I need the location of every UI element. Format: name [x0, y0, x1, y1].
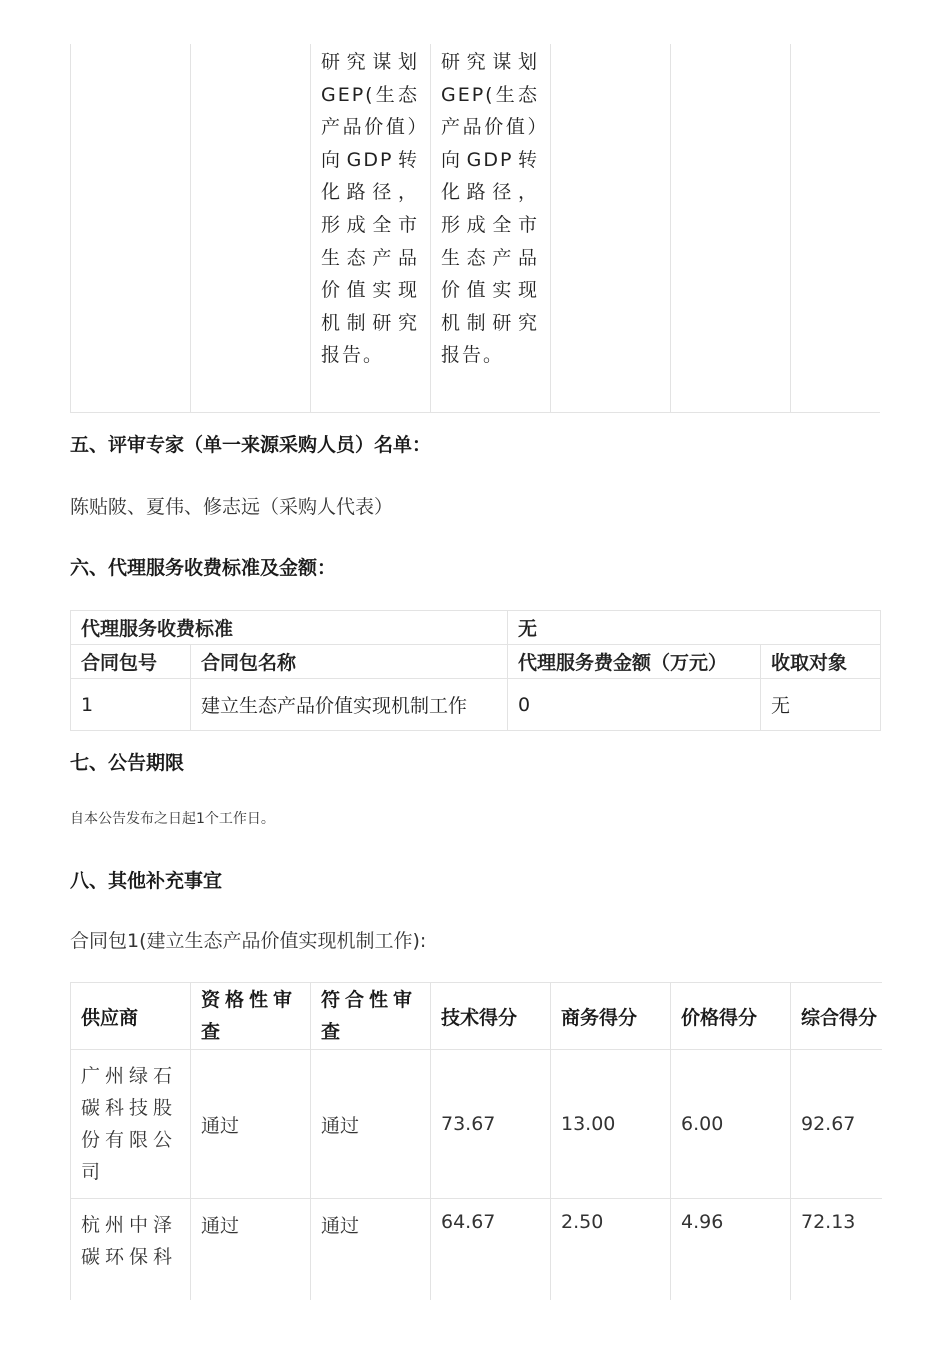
column-header: 合同包号	[71, 645, 191, 679]
table-cell-text: 研究谋划GEP(生态产品价值）向GDP转化路径，形成全市生态产品价值实现机制研究报告。	[321, 51, 419, 367]
table-row	[71, 1050, 883, 1199]
fee-standard-label: 代理服务收费标准	[71, 611, 508, 645]
score-table-container	[70, 982, 882, 1300]
table-cell: 1	[71, 679, 191, 731]
table-cell: 无	[761, 679, 881, 731]
column-header: 供应商	[71, 983, 191, 1050]
table-column-divider	[550, 44, 551, 412]
section-title-notice-period: 七、公告期限	[70, 752, 185, 774]
table-cell: 通过	[311, 1199, 431, 1301]
experts-list: 陈贴陂、夏伟、修志远（采购人代表）	[70, 496, 394, 518]
table-cell: 6.00	[671, 1050, 791, 1199]
table-column-divider	[70, 44, 71, 412]
fee-standard-value: 无	[508, 611, 881, 645]
column-header: 资格性审查	[191, 983, 311, 1050]
table-cell: 73.67	[431, 1050, 551, 1199]
column-header: 代理服务费金额（万元）	[508, 645, 761, 679]
table-cell: 64.67	[431, 1199, 551, 1301]
section-title-agency-fee: 六、代理服务收费标准及金额：	[70, 557, 337, 579]
continued-table	[70, 44, 880, 413]
table-column-divider	[670, 44, 671, 412]
table-row	[71, 1199, 883, 1301]
score-table	[70, 982, 882, 1300]
table-cell: 广州绿石碳科技股份有限公司	[71, 1050, 191, 1199]
column-header: 符合性审查	[311, 983, 431, 1050]
table-column-divider	[430, 44, 431, 412]
table-header-row	[71, 645, 881, 679]
section-title-other-matters: 八、其他补充事宜	[70, 870, 223, 892]
column-header: 合同包名称	[191, 645, 508, 679]
column-header: 收取对象	[761, 645, 881, 679]
agency-fee-table	[70, 610, 881, 731]
column-header: 综合得分	[791, 983, 883, 1050]
table-cell: 杭州中泽碳环保科	[71, 1199, 191, 1301]
table-cell: 72.13	[791, 1199, 883, 1301]
table-column-divider	[790, 44, 791, 412]
table-cell: 通过	[191, 1199, 311, 1301]
table-header-row	[71, 983, 883, 1050]
table-cell: 通过	[191, 1050, 311, 1199]
column-header: 技术得分	[431, 983, 551, 1050]
table-cell: 0	[508, 679, 761, 731]
table-cell: 2.50	[551, 1199, 671, 1301]
table-cell: 92.67	[791, 1050, 883, 1199]
column-header: 商务得分	[551, 983, 671, 1050]
section-title-experts: 五、评审专家（单一来源采购人员）名单：	[70, 434, 432, 456]
table-cell: 13.00	[551, 1050, 671, 1199]
package-title: 合同包1(建立生态产品价值实现机制工作):	[70, 930, 427, 952]
table-cell: 建立生态产品价值实现机制工作	[191, 679, 508, 731]
table-cell: 4.96	[671, 1199, 791, 1301]
column-header: 价格得分	[671, 983, 791, 1050]
table-row	[71, 679, 881, 731]
notice-period-text: 自本公告发布之日起1个工作日。	[70, 811, 275, 827]
table-column-divider	[310, 44, 311, 412]
table-cell-text: 研究谋划GEP(生态产品价值）向GDP转化路径，形成全市生态产品价值实现机制研究报告。	[441, 51, 539, 367]
table-column-divider	[190, 44, 191, 412]
table-row	[71, 611, 881, 645]
table-cell: 通过	[311, 1050, 431, 1199]
